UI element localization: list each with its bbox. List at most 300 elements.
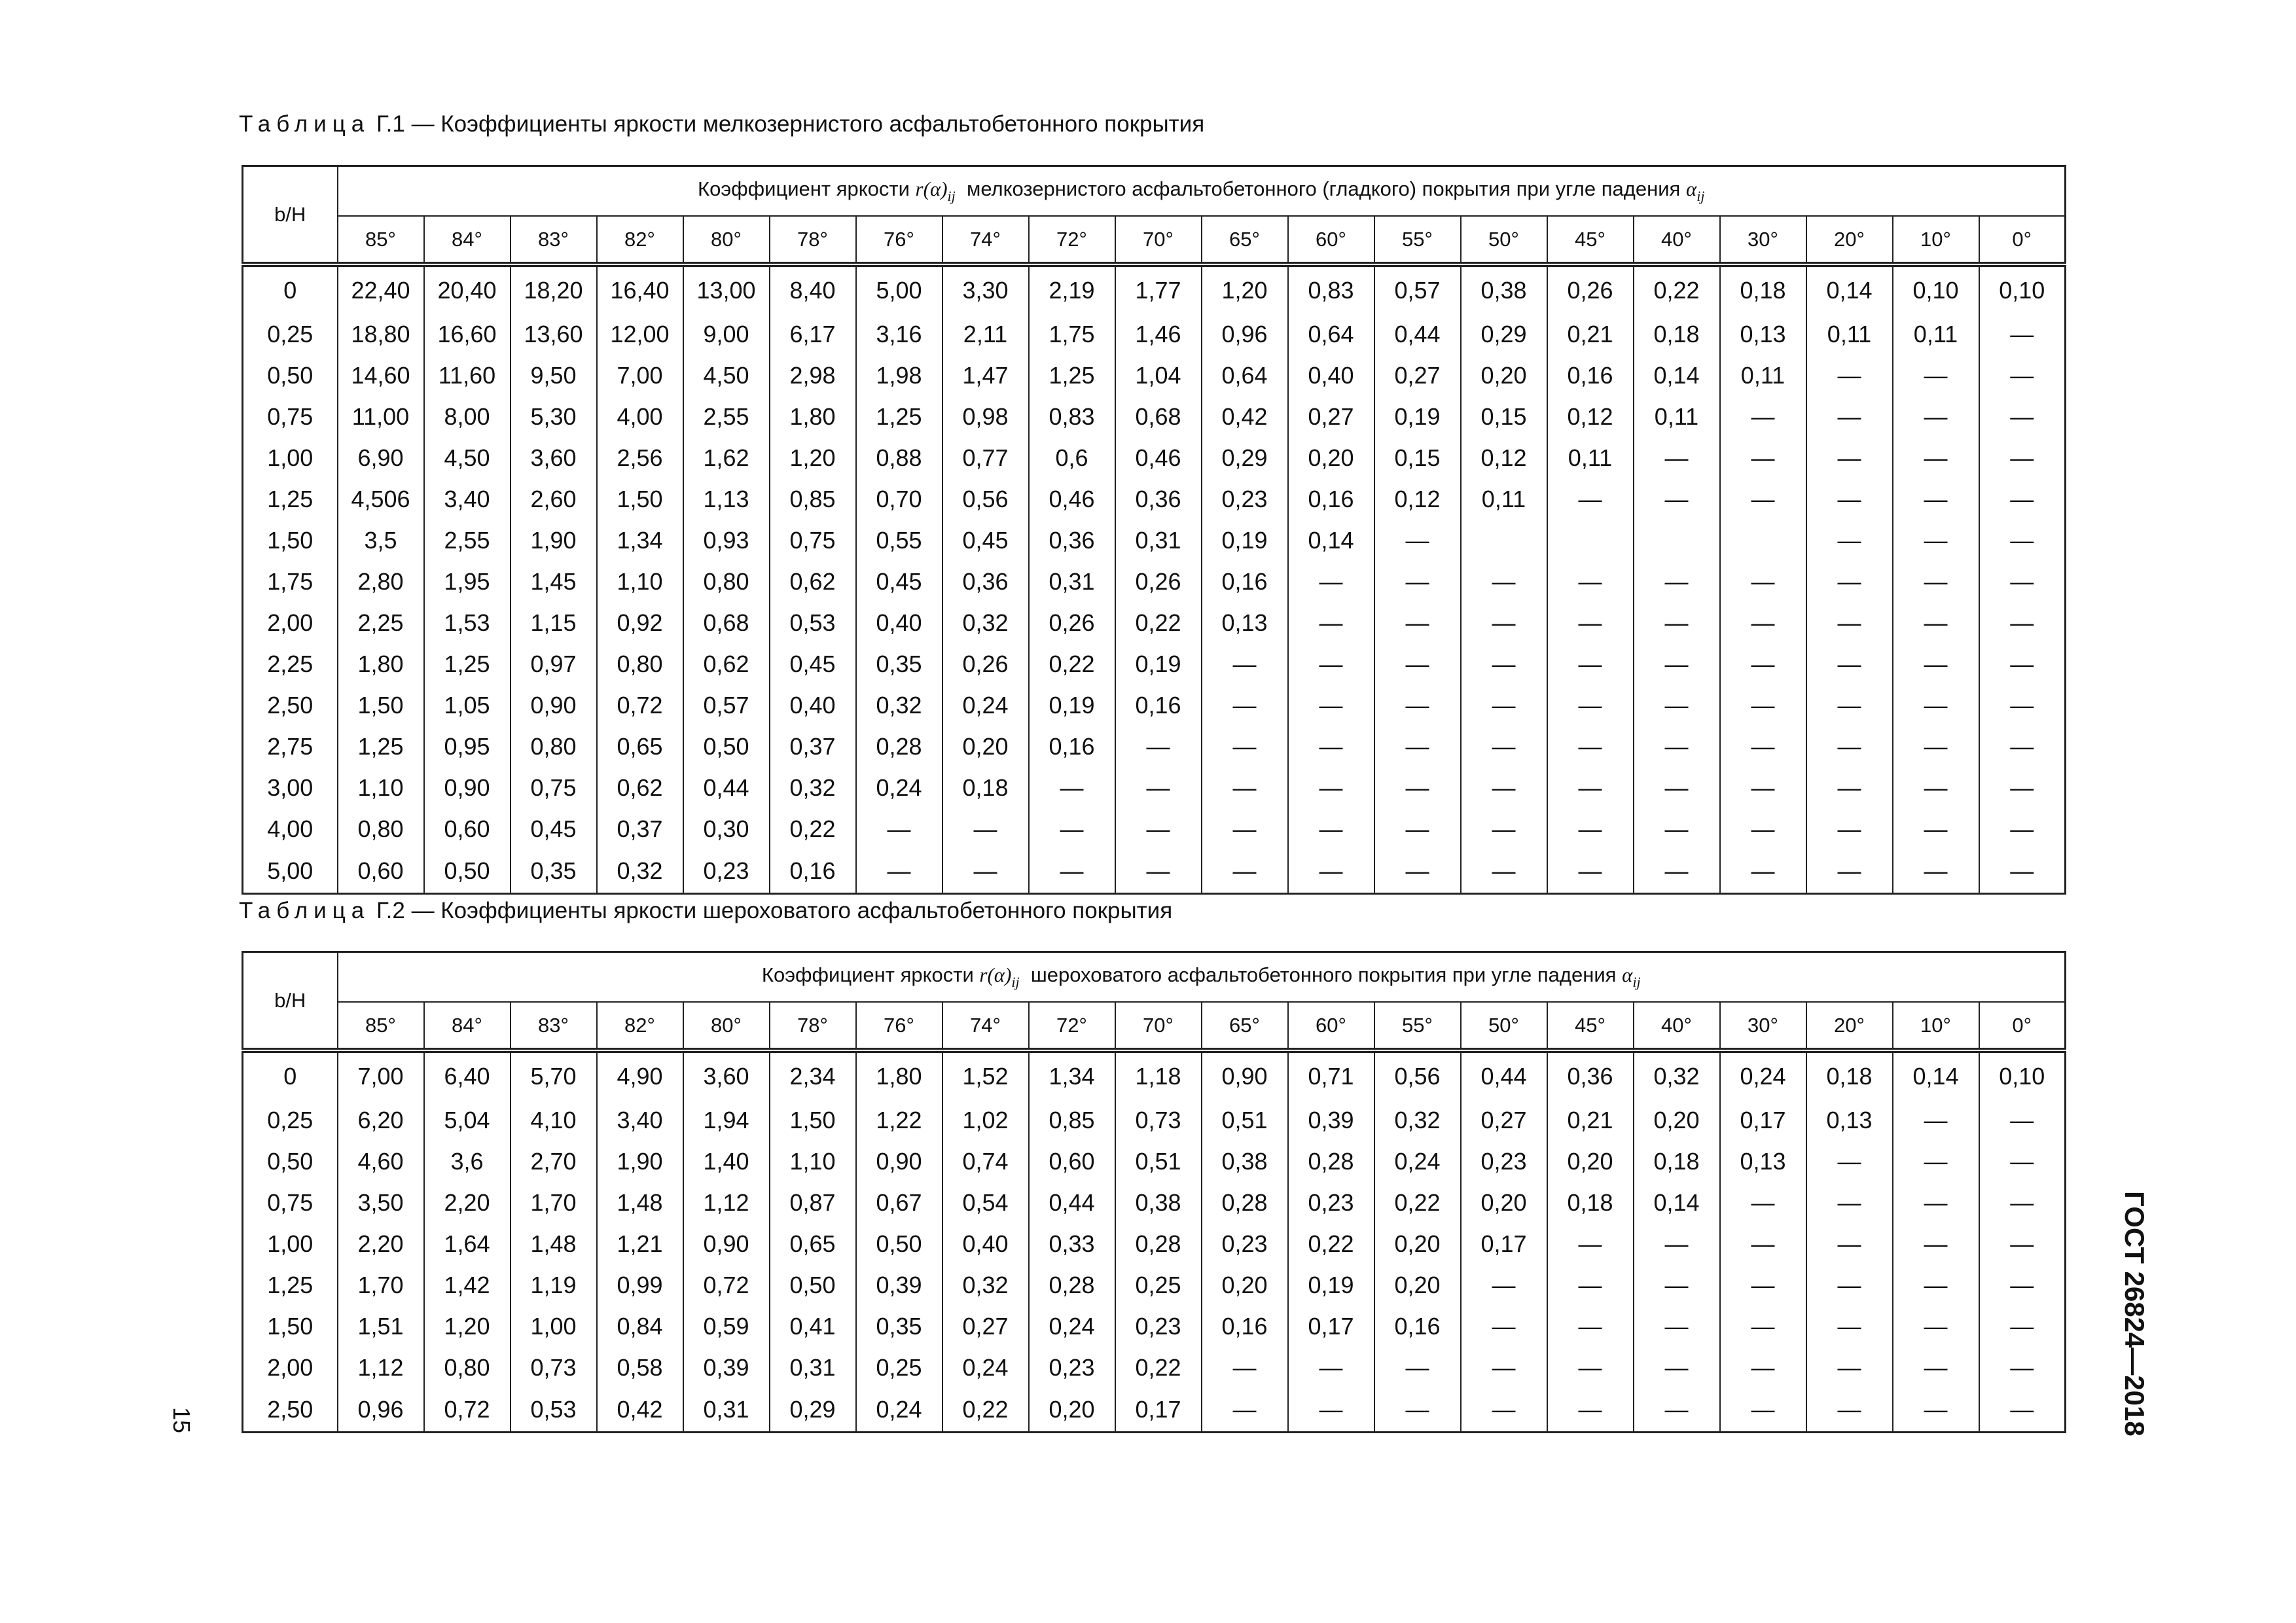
coefficient-cell: — xyxy=(1720,1306,1806,1347)
coefficient-cell: — xyxy=(1979,1264,2066,1306)
coefficient-cell: 3,5 xyxy=(338,520,424,561)
coefficient-cell: 6,17 xyxy=(770,313,856,355)
coefficient-cell: 14,60 xyxy=(338,355,424,396)
coefficient-cell: 0,45 xyxy=(942,520,1029,561)
bh-value-cell: 3,00 xyxy=(243,767,338,808)
coefficient-cell: — xyxy=(1547,1347,1634,1388)
coefficient-cell: 0,51 xyxy=(1202,1099,1288,1141)
coefficient-cell: 0,38 xyxy=(1461,264,1547,313)
table2-angle-row xyxy=(243,1002,2066,1050)
table1-title-ij: ij xyxy=(947,188,956,204)
coefficient-cell: 0,14 xyxy=(1893,1050,1979,1099)
coefficient-cell: — xyxy=(1720,1182,1806,1223)
coefficient-cell: 0,58 xyxy=(597,1347,683,1388)
angle-header: 85° xyxy=(338,1002,424,1050)
coefficient-cell: 8,40 xyxy=(770,264,856,313)
coefficient-cell: — xyxy=(1461,1347,1547,1388)
coefficient-cell: 0,36 xyxy=(1029,520,1115,561)
coefficient-cell: — xyxy=(1806,561,1893,602)
coefficient-cell: 9,50 xyxy=(511,355,597,396)
angle-header: 80° xyxy=(683,1002,770,1050)
coefficient-cell: — xyxy=(1806,685,1893,726)
coefficient-cell: — xyxy=(1202,685,1288,726)
angle-header: 40° xyxy=(1634,1002,1720,1050)
table2-body xyxy=(243,1050,2066,1433)
table1-title-mid: мелкозернистого асфальтобетонного (гладкого) покрытия при угле падения xyxy=(967,177,1681,200)
coefficient-cell: 0,50 xyxy=(770,1264,856,1306)
coefficient-cell: 0,16 xyxy=(1202,1306,1288,1347)
coefficient-cell: 0,71 xyxy=(1288,1050,1374,1099)
coefficient-cell: — xyxy=(1374,726,1461,767)
coefficient-cell: 1,70 xyxy=(511,1182,597,1223)
coefficient-cell: 0,26 xyxy=(1547,264,1634,313)
coefficient-cell: — xyxy=(1979,478,2066,520)
table-row xyxy=(243,313,2066,355)
coefficient-cell: — xyxy=(1202,849,1288,894)
angle-header: 30° xyxy=(1720,1002,1806,1050)
coefficient-cell: 16,40 xyxy=(597,264,683,313)
bh-value-cell: 1,75 xyxy=(243,561,338,602)
bh-value-cell: 2,50 xyxy=(243,1388,338,1433)
coefficient-cell: 1,47 xyxy=(942,355,1029,396)
coefficient-cell: 0,70 xyxy=(856,478,942,520)
coefficient-cell: 0,14 xyxy=(1634,1182,1720,1223)
coefficient-cell: 0,32 xyxy=(856,685,942,726)
table2-caption xyxy=(239,898,1172,924)
coefficient-cell: 3,6 xyxy=(424,1141,511,1182)
coefficient-cell: 0,32 xyxy=(597,849,683,894)
table-row xyxy=(243,1347,2066,1388)
coefficient-cell: — xyxy=(1893,1388,1979,1433)
coefficient-cell: 0,31 xyxy=(1029,561,1115,602)
coefficient-cell: — xyxy=(1202,643,1288,685)
coefficient-cell: 16,60 xyxy=(424,313,511,355)
coefficient-cell: 0,22 xyxy=(1634,264,1720,313)
angle-header: 50° xyxy=(1461,216,1547,264)
coefficient-cell: 1,50 xyxy=(770,1099,856,1141)
coefficient-cell: 1,52 xyxy=(942,1050,1029,1099)
coefficient-cell: 3,16 xyxy=(856,313,942,355)
coefficient-cell: 0,16 xyxy=(1115,685,1202,726)
coefficient-cell: 1,12 xyxy=(683,1182,770,1223)
coefficient-cell: — xyxy=(1288,1347,1374,1388)
coefficient-cell: — xyxy=(1806,437,1893,478)
coefficient-cell: 0,40 xyxy=(1288,355,1374,396)
coefficient-cell: 0,23 xyxy=(1115,1306,1202,1347)
bh-value-cell: 1,25 xyxy=(243,1264,338,1306)
coefficient-cell: — xyxy=(1288,602,1374,643)
coefficient-cell: 0,98 xyxy=(942,396,1029,437)
coefficient-cell: 4,50 xyxy=(424,437,511,478)
coefficient-cell: — xyxy=(1547,1223,1634,1264)
coefficient-cell: 0,65 xyxy=(597,726,683,767)
coefficient-cell: 0,64 xyxy=(1288,313,1374,355)
coefficient-cell: 0,46 xyxy=(1115,437,1202,478)
coefficient-cell: 0,50 xyxy=(424,849,511,894)
coefficient-cell: 0,97 xyxy=(511,643,597,685)
coefficient-cell: 0,11 xyxy=(1634,396,1720,437)
coefficient-cell: — xyxy=(1202,1388,1288,1433)
table-row xyxy=(243,396,2066,437)
coefficient-cell: 0,10 xyxy=(1979,1050,2066,1099)
angle-header: 76° xyxy=(856,1002,942,1050)
coefficient-cell: 0,44 xyxy=(683,767,770,808)
coefficient-cell: 0,35 xyxy=(856,643,942,685)
bh-value-cell: 0,25 xyxy=(243,313,338,355)
coefficient-cell: 2,55 xyxy=(424,520,511,561)
coefficient-cell: 0,32 xyxy=(770,767,856,808)
coefficient-cell: 0,22 xyxy=(1029,643,1115,685)
bh-value-cell: 0 xyxy=(243,264,338,313)
coefficient-cell: — xyxy=(1979,561,2066,602)
coefficient-cell: 0,62 xyxy=(597,767,683,808)
coefficient-cell: 7,00 xyxy=(597,355,683,396)
table-row xyxy=(243,1141,2066,1182)
coefficient-cell: 0,24 xyxy=(1720,1050,1806,1099)
coefficient-cell: 0,22 xyxy=(1115,1347,1202,1388)
coefficient-cell: 0,80 xyxy=(511,726,597,767)
coefficient-cell: — xyxy=(1461,726,1547,767)
coefficient-cell: 0,32 xyxy=(1374,1099,1461,1141)
table2-title-mid: шероховатого асфальтобетонного покрытия при угле падения xyxy=(1030,963,1617,986)
coefficient-cell: — xyxy=(1806,1141,1893,1182)
table2-title-pre: Коэффициент яркости xyxy=(761,963,974,986)
coefficient-cell: 7,00 xyxy=(338,1050,424,1099)
angle-header: 78° xyxy=(770,216,856,264)
coefficient-cell: 0,20 xyxy=(1461,1182,1547,1223)
coefficient-cell: 0,59 xyxy=(683,1306,770,1347)
coefficient-cell: 0,92 xyxy=(597,602,683,643)
table1-title-pre: Коэффициент яркости xyxy=(698,177,910,200)
bh-value-cell: 2,50 xyxy=(243,685,338,726)
coefficient-cell: — xyxy=(1979,396,2066,437)
coefficient-cell: — xyxy=(1634,1223,1720,1264)
coefficient-cell: — xyxy=(1029,849,1115,894)
table1-title-a: α xyxy=(1685,177,1697,200)
coefficient-cell: — xyxy=(1202,767,1288,808)
coefficient-cell: 0,24 xyxy=(856,1388,942,1433)
coefficient-cell: 3,40 xyxy=(424,478,511,520)
coefficient-cell: 0,44 xyxy=(1029,1182,1115,1223)
coefficient-cell: 0,95 xyxy=(424,726,511,767)
coefficient-cell: 1,62 xyxy=(683,437,770,478)
coefficient-cell: 0,62 xyxy=(770,561,856,602)
coefficient-cell: 0,45 xyxy=(511,808,597,849)
coefficient-cell: — xyxy=(1806,478,1893,520)
coefficient-cell: 0,13 xyxy=(1202,602,1288,643)
angle-header: 82° xyxy=(597,216,683,264)
coefficient-cell: 0,45 xyxy=(770,643,856,685)
coefficient-cell: 0,93 xyxy=(683,520,770,561)
coefficient-cell: 11,60 xyxy=(424,355,511,396)
coefficient-cell: 1,70 xyxy=(338,1264,424,1306)
coefficient-cell: 0,24 xyxy=(1029,1306,1115,1347)
coefficient-cell: 5,30 xyxy=(511,396,597,437)
angle-header: 0° xyxy=(1979,1002,2066,1050)
coefficient-cell: 0,41 xyxy=(770,1306,856,1347)
coefficient-cell: 0,39 xyxy=(1288,1099,1374,1141)
table1-title-aij: ij xyxy=(1696,188,1705,204)
coefficient-cell: 0,10 xyxy=(1979,264,2066,313)
coefficient-cell: — xyxy=(1806,520,1893,561)
coefficient-cell: 0,72 xyxy=(597,685,683,726)
table-row xyxy=(243,355,2066,396)
coefficient-cell: 0,88 xyxy=(856,437,942,478)
coefficient-cell: 0,83 xyxy=(1029,396,1115,437)
angle-header: 30° xyxy=(1720,216,1806,264)
coefficient-cell: 0,13 xyxy=(1720,313,1806,355)
table2-header-title xyxy=(338,952,2066,1003)
coefficient-cell: 1,10 xyxy=(338,767,424,808)
bh-value-cell: 0,50 xyxy=(243,355,338,396)
coefficient-cell: 0,33 xyxy=(1029,1223,1115,1264)
coefficient-cell: 0,18 xyxy=(1634,313,1720,355)
coefficient-cell: 0,96 xyxy=(338,1388,424,1433)
table2-title-aij: ij xyxy=(1632,974,1641,990)
coefficient-cell: 1,10 xyxy=(597,561,683,602)
coefficient-cell: 0,38 xyxy=(1202,1141,1288,1182)
coefficient-cell: 0,19 xyxy=(1029,685,1115,726)
coefficient-cell: 0,20 xyxy=(1288,437,1374,478)
coefficient-cell: 0,72 xyxy=(683,1264,770,1306)
table2-title-alpha: (α) xyxy=(987,963,1012,986)
coefficient-cell: — xyxy=(1806,1264,1893,1306)
coefficient-cell: — xyxy=(1634,1347,1720,1388)
coefficient-cell: 1,25 xyxy=(338,726,424,767)
coefficient-cell: 3,30 xyxy=(942,264,1029,313)
coefficient-cell: 2,20 xyxy=(338,1223,424,1264)
coefficient-cell: 0,56 xyxy=(942,478,1029,520)
coefficient-cell: 1,40 xyxy=(683,1141,770,1182)
angle-header: 10° xyxy=(1893,216,1979,264)
coefficient-cell: 0,17 xyxy=(1461,1223,1547,1264)
coefficient-cell: 0,16 xyxy=(770,849,856,894)
coefficient-cell: 3,50 xyxy=(338,1182,424,1223)
coefficient-cell: 0,28 xyxy=(1202,1182,1288,1223)
table1-caption-word: Таблица xyxy=(239,111,370,137)
bh-value-cell: 4,00 xyxy=(243,808,338,849)
coefficient-cell: 0,80 xyxy=(424,1347,511,1388)
coefficient-cell: 0,65 xyxy=(770,1223,856,1264)
coefficient-cell: 1,80 xyxy=(856,1050,942,1099)
table1-caption xyxy=(239,111,1204,137)
coefficient-cell: — xyxy=(1547,643,1634,685)
coefficient-cell: 0,57 xyxy=(683,685,770,726)
angle-header: 84° xyxy=(424,1002,511,1050)
coefficient-cell: 0,11 xyxy=(1893,313,1979,355)
coefficient-cell: — xyxy=(1979,1347,2066,1388)
coefficient-cell: 0,15 xyxy=(1374,437,1461,478)
coefficient-cell: 1,20 xyxy=(1202,264,1288,313)
angle-header: 20° xyxy=(1806,216,1893,264)
coefficient-cell: 0,26 xyxy=(1029,602,1115,643)
angle-header: 74° xyxy=(942,216,1029,264)
coefficient-cell: 0,60 xyxy=(338,849,424,894)
coefficient-cell: — xyxy=(1288,1388,1374,1433)
coefficient-cell: — xyxy=(1374,849,1461,894)
coefficient-cell: 0,29 xyxy=(770,1388,856,1433)
coefficient-cell: — xyxy=(1806,808,1893,849)
coefficient-cell: 1,77 xyxy=(1115,264,1202,313)
coefficient-cell: — xyxy=(1288,726,1374,767)
coefficient-cell: — xyxy=(1720,1347,1806,1388)
coefficient-cell: 1,25 xyxy=(856,396,942,437)
table-row xyxy=(243,1050,2066,1099)
coefficient-cell: 0,16 xyxy=(1288,478,1374,520)
coefficient-cell: — xyxy=(1634,478,1720,520)
coefficient-cell: — xyxy=(1893,1264,1979,1306)
coefficient-cell: — xyxy=(1893,355,1979,396)
coefficient-cell: 1,48 xyxy=(511,1223,597,1264)
coefficient-cell: 0,23 xyxy=(1202,1223,1288,1264)
coefficient-cell: 3,40 xyxy=(597,1099,683,1141)
coefficient-cell: — xyxy=(1720,643,1806,685)
coefficient-cell: 0,51 xyxy=(1115,1141,1202,1182)
coefficient-cell: — xyxy=(1634,561,1720,602)
coefficient-cell: 0,30 xyxy=(683,808,770,849)
coefficient-cell: 4,50 xyxy=(683,355,770,396)
coefficient-cell: — xyxy=(1202,1347,1288,1388)
angle-header: 83° xyxy=(511,216,597,264)
coefficient-cell: — xyxy=(1634,767,1720,808)
coefficient-cell: 0,10 xyxy=(1893,264,1979,313)
coefficient-cell: 0,56 xyxy=(1374,1050,1461,1099)
coefficient-cell: — xyxy=(1806,767,1893,808)
coefficient-cell: 0,13 xyxy=(1720,1141,1806,1182)
coefficient-cell: 4,00 xyxy=(597,396,683,437)
coefficient-cell: — xyxy=(1893,1347,1979,1388)
angle-header: 80° xyxy=(683,216,770,264)
coefficient-cell: 0,23 xyxy=(1288,1182,1374,1223)
coefficient-cell: — xyxy=(1720,1264,1806,1306)
coefficient-cell: 0,77 xyxy=(942,437,1029,478)
coefficient-cell: — xyxy=(1288,643,1374,685)
coefficient-cell: — xyxy=(1893,1306,1979,1347)
coefficient-cell xyxy=(1461,520,1547,561)
coefficient-cell: 0,29 xyxy=(1461,313,1547,355)
coefficient-cell: 1,42 xyxy=(424,1264,511,1306)
angle-header: 60° xyxy=(1288,1002,1374,1050)
angle-header: 60° xyxy=(1288,216,1374,264)
bh-value-cell: 0,75 xyxy=(243,1182,338,1223)
coefficient-cell: 0,36 xyxy=(942,561,1029,602)
coefficient-cell: — xyxy=(1893,643,1979,685)
table1-header-title xyxy=(338,166,2066,217)
coefficient-cell: — xyxy=(1979,767,2066,808)
coefficient-cell: 0,54 xyxy=(942,1182,1029,1223)
coefficient-cell: 0,14 xyxy=(1806,264,1893,313)
coefficient-cell: 1,80 xyxy=(770,396,856,437)
coefficient-cell: 0,83 xyxy=(1288,264,1374,313)
coefficient-cell: 0,35 xyxy=(856,1306,942,1347)
coefficient-cell: 0,32 xyxy=(1634,1050,1720,1099)
bh-value-cell: 0,25 xyxy=(243,1099,338,1141)
coefficient-cell: — xyxy=(1461,1264,1547,1306)
bh-value-cell: 1,50 xyxy=(243,520,338,561)
coefficient-cell: 0,6 xyxy=(1029,437,1115,478)
coefficient-cell: — xyxy=(1893,437,1979,478)
coefficient-cell: — xyxy=(1547,478,1634,520)
coefficient-cell: — xyxy=(1806,1223,1893,1264)
bh-value-cell: 5,00 xyxy=(243,849,338,894)
table2-title-a: α xyxy=(1622,963,1633,986)
coefficient-cell: — xyxy=(1979,437,2066,478)
coefficient-cell: — xyxy=(1979,602,2066,643)
coefficient-cell: 0,14 xyxy=(1288,520,1374,561)
coefficient-cell: 0,53 xyxy=(511,1388,597,1433)
coefficient-cell: — xyxy=(1979,1099,2066,1141)
coefficient-cell: — xyxy=(1029,808,1115,849)
coefficient-cell: — xyxy=(1634,1306,1720,1347)
coefficient-cell: 1,94 xyxy=(683,1099,770,1141)
coefficient-cell: — xyxy=(1461,1388,1547,1433)
coefficient-cell: 0,90 xyxy=(511,685,597,726)
coefficient-cell: 0,16 xyxy=(1374,1306,1461,1347)
coefficient-cell: — xyxy=(1374,643,1461,685)
coefficient-cell: — xyxy=(1720,602,1806,643)
coefficient-cell: 5,70 xyxy=(511,1050,597,1099)
coefficient-cell: 8,00 xyxy=(424,396,511,437)
coefficient-cell: 0,28 xyxy=(856,726,942,767)
coefficient-cell: 1,46 xyxy=(1115,313,1202,355)
coefficient-cell: 0,16 xyxy=(1202,561,1288,602)
coefficient-cell: — xyxy=(1979,685,2066,726)
coefficient-cell: 22,40 xyxy=(338,264,424,313)
coefficient-cell: 6,40 xyxy=(424,1050,511,1099)
coefficient-cell xyxy=(1547,520,1634,561)
coefficient-cell: 0,68 xyxy=(683,602,770,643)
coefficient-cell: 4,90 xyxy=(597,1050,683,1099)
coefficient-cell: 0,24 xyxy=(942,1347,1029,1388)
coefficient-cell: 5,04 xyxy=(424,1099,511,1141)
coefficient-cell: — xyxy=(1461,849,1547,894)
coefficient-cell: — xyxy=(1634,437,1720,478)
coefficient-cell: — xyxy=(1720,1223,1806,1264)
coefficient-cell: 1,45 xyxy=(511,561,597,602)
coefficient-cell: 1,21 xyxy=(597,1223,683,1264)
coefficient-cell: 0,40 xyxy=(770,685,856,726)
coefficient-cell: 0,25 xyxy=(856,1347,942,1388)
coefficient-cell: — xyxy=(1720,685,1806,726)
coefficient-cell: 0,39 xyxy=(683,1347,770,1388)
coefficient-cell: — xyxy=(1288,561,1374,602)
coefficient-cell: — xyxy=(1806,1347,1893,1388)
coefficient-cell: 0,18 xyxy=(1806,1050,1893,1099)
coefficient-cell: 1,51 xyxy=(338,1306,424,1347)
coefficient-cell: 0,42 xyxy=(597,1388,683,1433)
coefficient-cell: 0,20 xyxy=(1374,1264,1461,1306)
coefficient-cell: 6,20 xyxy=(338,1099,424,1141)
coefficient-cell: 2,34 xyxy=(770,1050,856,1099)
coefficient-cell: 2,60 xyxy=(511,478,597,520)
coefficient-cell: 1,20 xyxy=(424,1306,511,1347)
coefficient-cell: — xyxy=(1461,643,1547,685)
coefficient-cell: 0,22 xyxy=(1374,1182,1461,1223)
angle-header: 45° xyxy=(1547,216,1634,264)
coefficient-cell: — xyxy=(1547,685,1634,726)
coefficient-cell: — xyxy=(1547,1306,1634,1347)
bh-value-cell: 0 xyxy=(243,1050,338,1099)
coefficient-cell: 0,73 xyxy=(511,1347,597,1388)
coefficient-cell: 1,22 xyxy=(856,1099,942,1141)
coefficient-cell: — xyxy=(1979,1306,2066,1347)
coefficient-cell: 0,40 xyxy=(856,602,942,643)
coefficient-cell: 1,15 xyxy=(511,602,597,643)
coefficient-cell: 0,11 xyxy=(1461,478,1547,520)
coefficient-cell: 2,98 xyxy=(770,355,856,396)
coefficient-cell: 1,04 xyxy=(1115,355,1202,396)
coefficient-cell: 1,13 xyxy=(683,478,770,520)
